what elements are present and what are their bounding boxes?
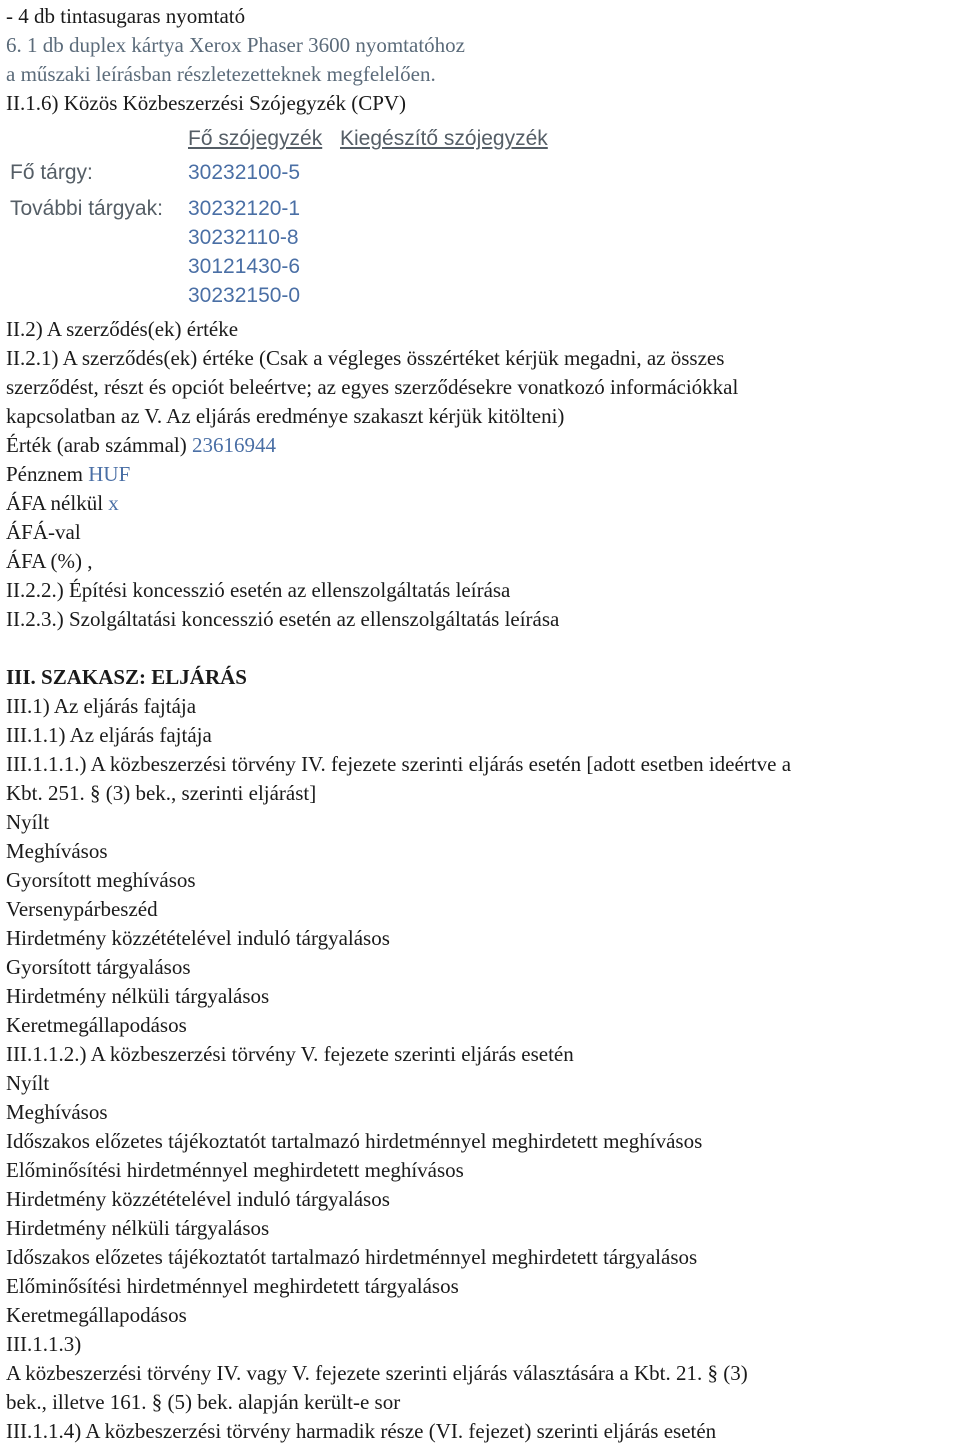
list-item: Versenypárbeszéd [6, 897, 158, 921]
service-concession-line: II.2.3.) Szolgáltatási koncesszió esetén az ellenszolgáltatás leírása [6, 607, 560, 631]
list-item: Gyorsított tárgyalásos [6, 955, 191, 979]
currency-value: HUF [88, 462, 131, 486]
value-section-title: II.2) A szerződés(ek) értéke [6, 317, 239, 341]
chapter-iv-line-2: Kbt. 251. § (3) bek., szerinti eljárást] [6, 781, 317, 805]
procedure-type-title: III.1) Az eljárás fajtája [6, 694, 197, 718]
list-item: Nyílt [6, 810, 50, 834]
value-desc-line-1: II.2.1) A szerződés(ek) értéke (Csak a végleges összértéket kérjük megadni, az összes [6, 346, 725, 370]
vat-excl-row [6, 489, 119, 518]
cpv-other-label: További tárgyak: [10, 197, 163, 220]
amount-label: Érték (arab számmal) [6, 433, 187, 457]
list-item: Keretmegállapodásos [6, 1013, 187, 1037]
procedure-type-subtitle: III.1.1) Az eljárás fajtája [6, 723, 212, 747]
list-item: Hirdetmény nélküli tárgyalásos [6, 1216, 270, 1240]
section-iii113-line-1: A közbeszerzési törvény IV. vagy V. fejezete szerinti eljárás választására a Kbt. 21. § (3) [6, 1361, 748, 1385]
list-item: Előminősítési hirdetménnyel meghirdetett tárgyalásos [6, 1274, 459, 1298]
chapter-iv-line-1: III.1.1.1.) A közbeszerzési törvény IV. fejezete szerinti eljárás esetén [adott esetben ideértve a [6, 752, 792, 776]
amount-value: 23616944 [192, 433, 276, 457]
list-item: Keretmegállapodásos [6, 1303, 187, 1327]
list-item: Előminősítési hirdetménnyel meghirdetett meghívásos [6, 1158, 464, 1182]
cpv-main-label: Fő tárgy: [10, 161, 93, 184]
currency-row [6, 460, 130, 489]
intro-line-3: a műszaki leírásban részletezetteknek megfelelően. [6, 62, 436, 86]
list-item: Hirdetmény közzétételével induló tárgyalásos [6, 1187, 390, 1211]
list-item: Időszakos előzetes tájékoztatót tartalmazó hirdetménnyel meghirdetett meghívásos [6, 1129, 703, 1153]
list-item: Hirdetmény nélküli tárgyalásos [6, 984, 270, 1008]
list-item: Meghívásos [6, 1100, 108, 1124]
cpv-supp-vocab-header: Kiegészítő szójegyzék [340, 127, 548, 150]
vat-excl-label: ÁFA nélkül [6, 491, 104, 515]
intro-line-2: 6. 1 db duplex kártya Xerox Phaser 3600 nyomtatóhoz [6, 33, 465, 57]
list-item: Nyílt [6, 1071, 50, 1095]
intro-line-1: - 4 db tintasugaras nyomtató [6, 4, 246, 28]
works-concession-line: II.2.2.) Építési koncesszió esetén az ellenszolgáltatás leírása [6, 578, 511, 602]
cpv-main-code: 30232100-5 [188, 161, 301, 184]
cpv-section-title: II.1.6) Közös Közbeszerzési Szójegyzék (CPV) [6, 91, 407, 115]
value-desc-line-3: kapcsolatban az V. Az eljárás eredménye szakaszt kérjük kitölteni) [6, 404, 565, 428]
section-iii114-line: III.1.1.4) A közbeszerzési törvény harmadik része (VI. fejezet) szerinti eljárás esetén [6, 1419, 717, 1443]
cpv-other-code: 30232110-8 [188, 226, 299, 249]
list-item: Időszakos előzetes tájékoztatót tartalmazó hirdetménnyel meghirdetett tárgyalásos [6, 1245, 698, 1269]
cpv-other-code: 30232120-1 [188, 197, 301, 220]
cpv-other-code: 30232150-0 [188, 284, 301, 307]
chapter-v-line: III.1.1.2.) A közbeszerzési törvény V. fejezete szerinti eljárás esetén [6, 1042, 574, 1066]
list-item: Meghívásos [6, 839, 108, 863]
vat-excl-mark: x [108, 491, 119, 515]
value-desc-line-2: szerződést, részt és opciót beleértve; az egyes szerződésekre vonatkozó információkkal [6, 375, 739, 399]
cpv-main-vocab-header: Fő szójegyzék [188, 127, 323, 150]
list-item: Gyorsított meghívásos [6, 868, 196, 892]
vat-incl-label: ÁFÁ-val [6, 520, 81, 544]
list-item: Hirdetmény közzétételével induló tárgyalásos [6, 926, 390, 950]
vat-pct-label: ÁFA (%) , [6, 549, 93, 573]
currency-label: Pénznem [6, 462, 83, 486]
section-iii113-number: III.1.1.3) [6, 1332, 82, 1356]
cpv-other-code: 30121430-6 [188, 255, 301, 278]
procedure-heading: III. SZAKASZ: ELJÁRÁS [6, 665, 247, 689]
section-iii113-line-2: bek., illetve 161. § (5) bek. alapján került-e sor [6, 1390, 401, 1414]
amount-row [6, 431, 276, 460]
